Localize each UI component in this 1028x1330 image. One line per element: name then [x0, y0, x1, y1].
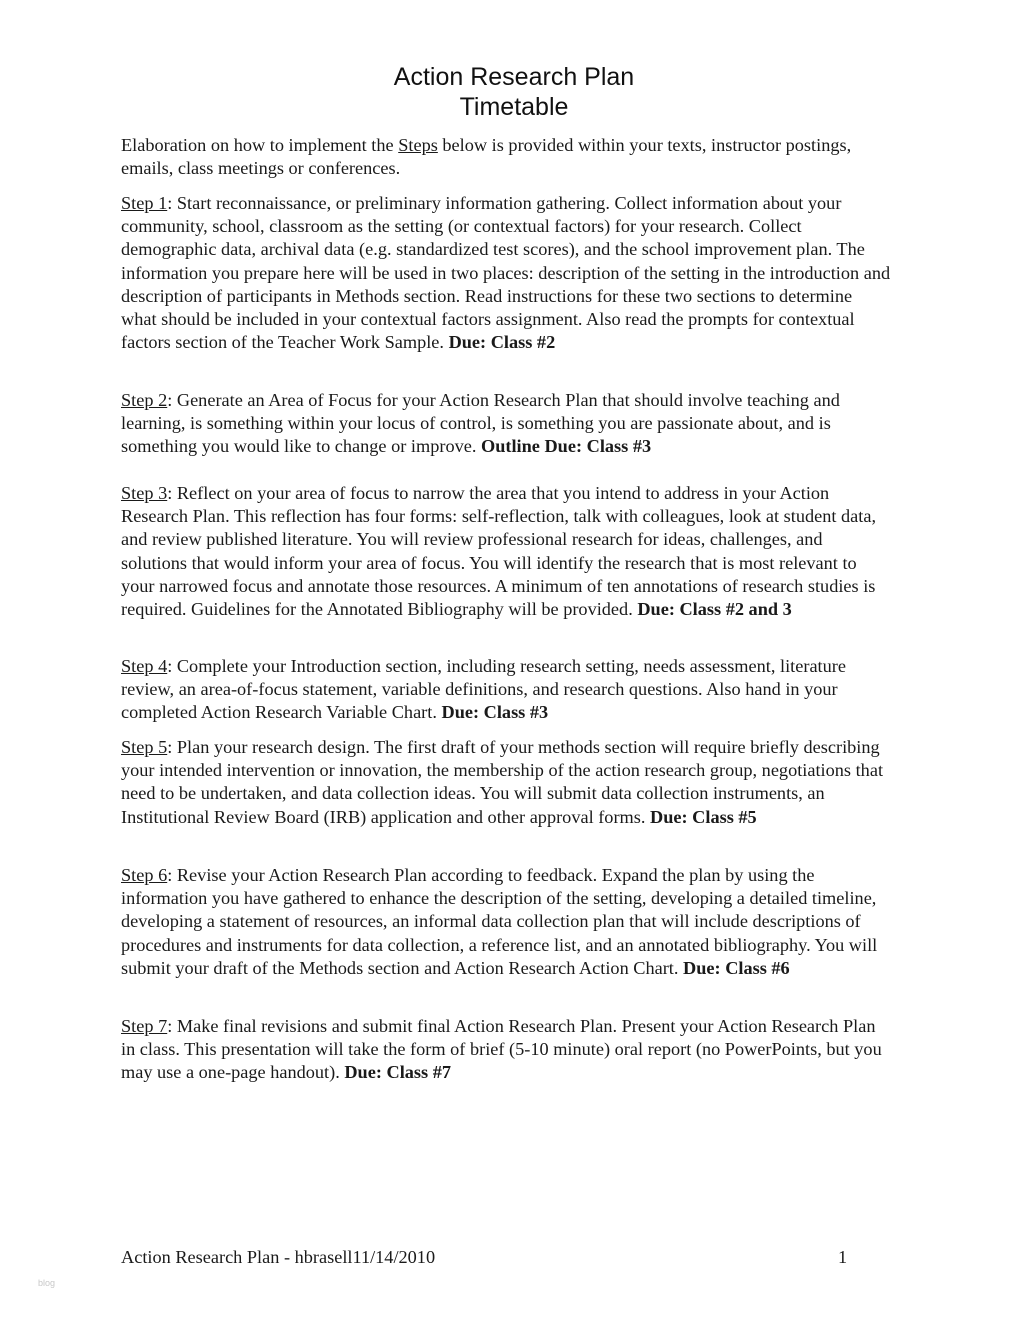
steps-link: Steps — [398, 135, 438, 155]
intro-text-after: below is provided within your texts, instructor postings, emails, class meetings or conferences. — [121, 135, 852, 179]
step-4-paragraph — [121, 655, 891, 725]
step-3-due: Due: Class #2 and 3 — [637, 599, 792, 620]
step-3-paragraph — [121, 482, 891, 621]
document-title: Action Research Plan — [393, 63, 635, 91]
step-2-paragraph — [121, 389, 891, 459]
step-7-text: : Make final revisions and submit final Action Research Plan. Present your Action Research Plan in class. This presentation will take the form of brief (5-10 minute) oral report (no PowerPoints, but you may use a one-page handout). — [121, 1016, 882, 1083]
step-4-label: Step 4 — [121, 656, 168, 676]
step-2-label: Step 2 — [121, 390, 168, 410]
step-7-paragraph — [121, 1015, 891, 1085]
step-7-due: Due: Class #7 — [344, 1062, 452, 1083]
step-1-due: Due: Class #2 — [448, 332, 556, 353]
step-4-text: : Complete your Introduction section, including research setting, needs assessment, literature review, an area-of-focus statement, variable definitions, and research questions. Also hand in your completed Action Research Variable Chart. — [121, 656, 846, 723]
step-6-due: Due: Class #6 — [683, 957, 790, 978]
step-7-label: Step 7 — [121, 1016, 168, 1036]
step-6-text: : Revise your Action Research Plan according to feedback. Expand the plan by using the information you have gathered to enhance the description of the setting, developing a detailed timeline, developing a statement of resources, an informal data collection plan that will include descriptions of procedures and instruments for data collection, a reference list, and an annotated bibliography. You will submit your draft of the Methods section and Action Research Action Chart. — [121, 865, 878, 978]
step-5-paragraph — [121, 736, 891, 829]
step-2-text: : Generate an Area of Focus for your Action Research Plan that should involve teaching and learning, is something within your locus of control, is something you are passionate about, and is something you would like to change or improve. — [121, 390, 840, 457]
step-6-paragraph — [121, 864, 891, 980]
step-1-paragraph — [121, 192, 891, 354]
step-6-label: Step 6 — [121, 865, 168, 885]
step-2-due: Outline Due: Class #3 — [480, 436, 652, 457]
step-5-text: : Plan your research design. The first draft of your methods section will require briefly describing your intended intervention or innovation, the membership of the action research group, negotiations that need to be undertaken, and data collection ideas. You will submit data collection instruments, an Institutional Review Board (IRB) application and other approval forms. — [121, 737, 884, 827]
step-4-due: Due: Class #3 — [441, 702, 549, 723]
step-1-text: : Start reconnaissance, or preliminary information gathering. Collect information about your community, school, classroom as the setting (or contextual factors) for your research. Collect demographic data, archival data (e.g. standardized test scores), and the school improvement plan. The information you prepare here will be used in two places: description of the setting in the introduction and description of participants in Methods section. Read instructions for these two sections to determine what should be included in your contextual factors assignment. Also read the prompts for contextual factors section of the Teacher Work Sample. — [121, 193, 891, 353]
document-subtitle: Timetable — [459, 93, 569, 121]
page-footer: Action Research Plan - hbrasell11/14/2010 — [121, 1247, 436, 1267]
step-1-label: Step 1 — [121, 193, 168, 213]
intro-paragraph — [121, 134, 891, 180]
step-3-text: : Reflect on your area of focus to narrow the area that you intend to address in your Action Research Plan. This reflection has four forms: self-reflection, talk with colleagues, look at student data, and review published literature. You will review professional research for ideas, challenges, and solutions that would inform your area of focus. You will identify the research that is most relevant to your narrowed focus and annotate those resources. A minimum of ten annotations of research studies is required. Guidelines for the Annotated Bibliography will be provided. — [121, 483, 877, 620]
intro-text-before: Elaboration on how to implement the — [121, 135, 399, 155]
page-number: 1 — [838, 1247, 848, 1267]
step-5-label: Step 5 — [121, 737, 168, 757]
step-5-due: Due: Class #5 — [650, 806, 757, 827]
step-3-label: Step 3 — [121, 483, 168, 503]
watermark: blog — [38, 1278, 56, 1288]
